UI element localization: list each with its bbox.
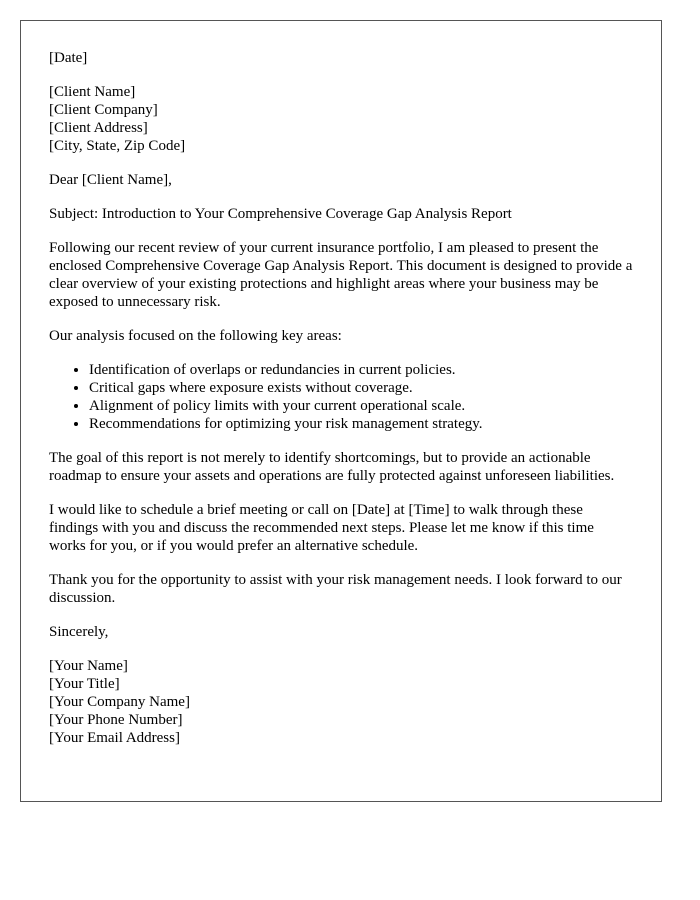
analysis-lead-paragraph: Our analysis focused on the following key areas: bbox=[49, 328, 342, 344]
list-item: • Identification of overlaps or redundancies in current policies. bbox=[89, 361, 633, 379]
recipient-company: [Client Company] bbox=[49, 102, 158, 118]
list-item: • Critical gaps where exposure exists without coverage. bbox=[89, 379, 633, 397]
intro-paragraph: Following our recent review of your current insurance portfolio, I am pleased to present the enclosed Comprehensive Coverage Gap Analysis Report. This document is designed to provide a clear overview of your existing protections and highlight areas where your business may be exposed to unnecessary risk. bbox=[49, 240, 633, 310]
date-text: [Date] bbox=[49, 50, 88, 66]
subject-line: Subject: Introduction to Your Comprehensive Coverage Gap Analysis Report bbox=[49, 206, 512, 222]
recipient-city-state-zip: [City, State, Zip Code] bbox=[49, 138, 186, 154]
list-item: • Recommendations for optimizing your risk management strategy. bbox=[89, 415, 633, 433]
letter-date bbox=[49, 49, 633, 67]
recipient-address: [Client Address] bbox=[49, 120, 148, 136]
meeting-paragraph: I would like to schedule a brief meeting or call on [Date] at [Time] to walk through these findings with you and discuss the recommended next steps. Please let me know if this time works for you, or if you would prefer an alternative schedule. bbox=[49, 502, 594, 554]
signature-phone: [Your Phone Number] bbox=[49, 712, 183, 728]
recipient-name: [Client Name] bbox=[49, 84, 136, 100]
closing: Sincerely, bbox=[49, 624, 109, 640]
signature-company: [Your Company Name] bbox=[49, 694, 190, 710]
signature-block bbox=[49, 657, 633, 747]
thanks-paragraph: Thank you for the opportunity to assist with your risk management needs. I look forward to our discussion. bbox=[49, 572, 622, 606]
salutation: Dear [Client Name], bbox=[49, 172, 172, 188]
list-item: • Alignment of policy limits with your current operational scale. bbox=[89, 397, 633, 415]
key-areas-list bbox=[49, 361, 633, 433]
goal-paragraph: The goal of this report is not merely to identify shortcomings, but to provide an actionable roadmap to ensure your assets and operations are fully protected against unforeseen liabilities. bbox=[49, 450, 615, 484]
signature-email: [Your Email Address] bbox=[49, 730, 180, 746]
signature-name: [Your Name] bbox=[49, 658, 128, 674]
recipient-address-block bbox=[49, 83, 633, 155]
signature-title: [Your Title] bbox=[49, 676, 120, 692]
letter-document bbox=[20, 20, 662, 802]
